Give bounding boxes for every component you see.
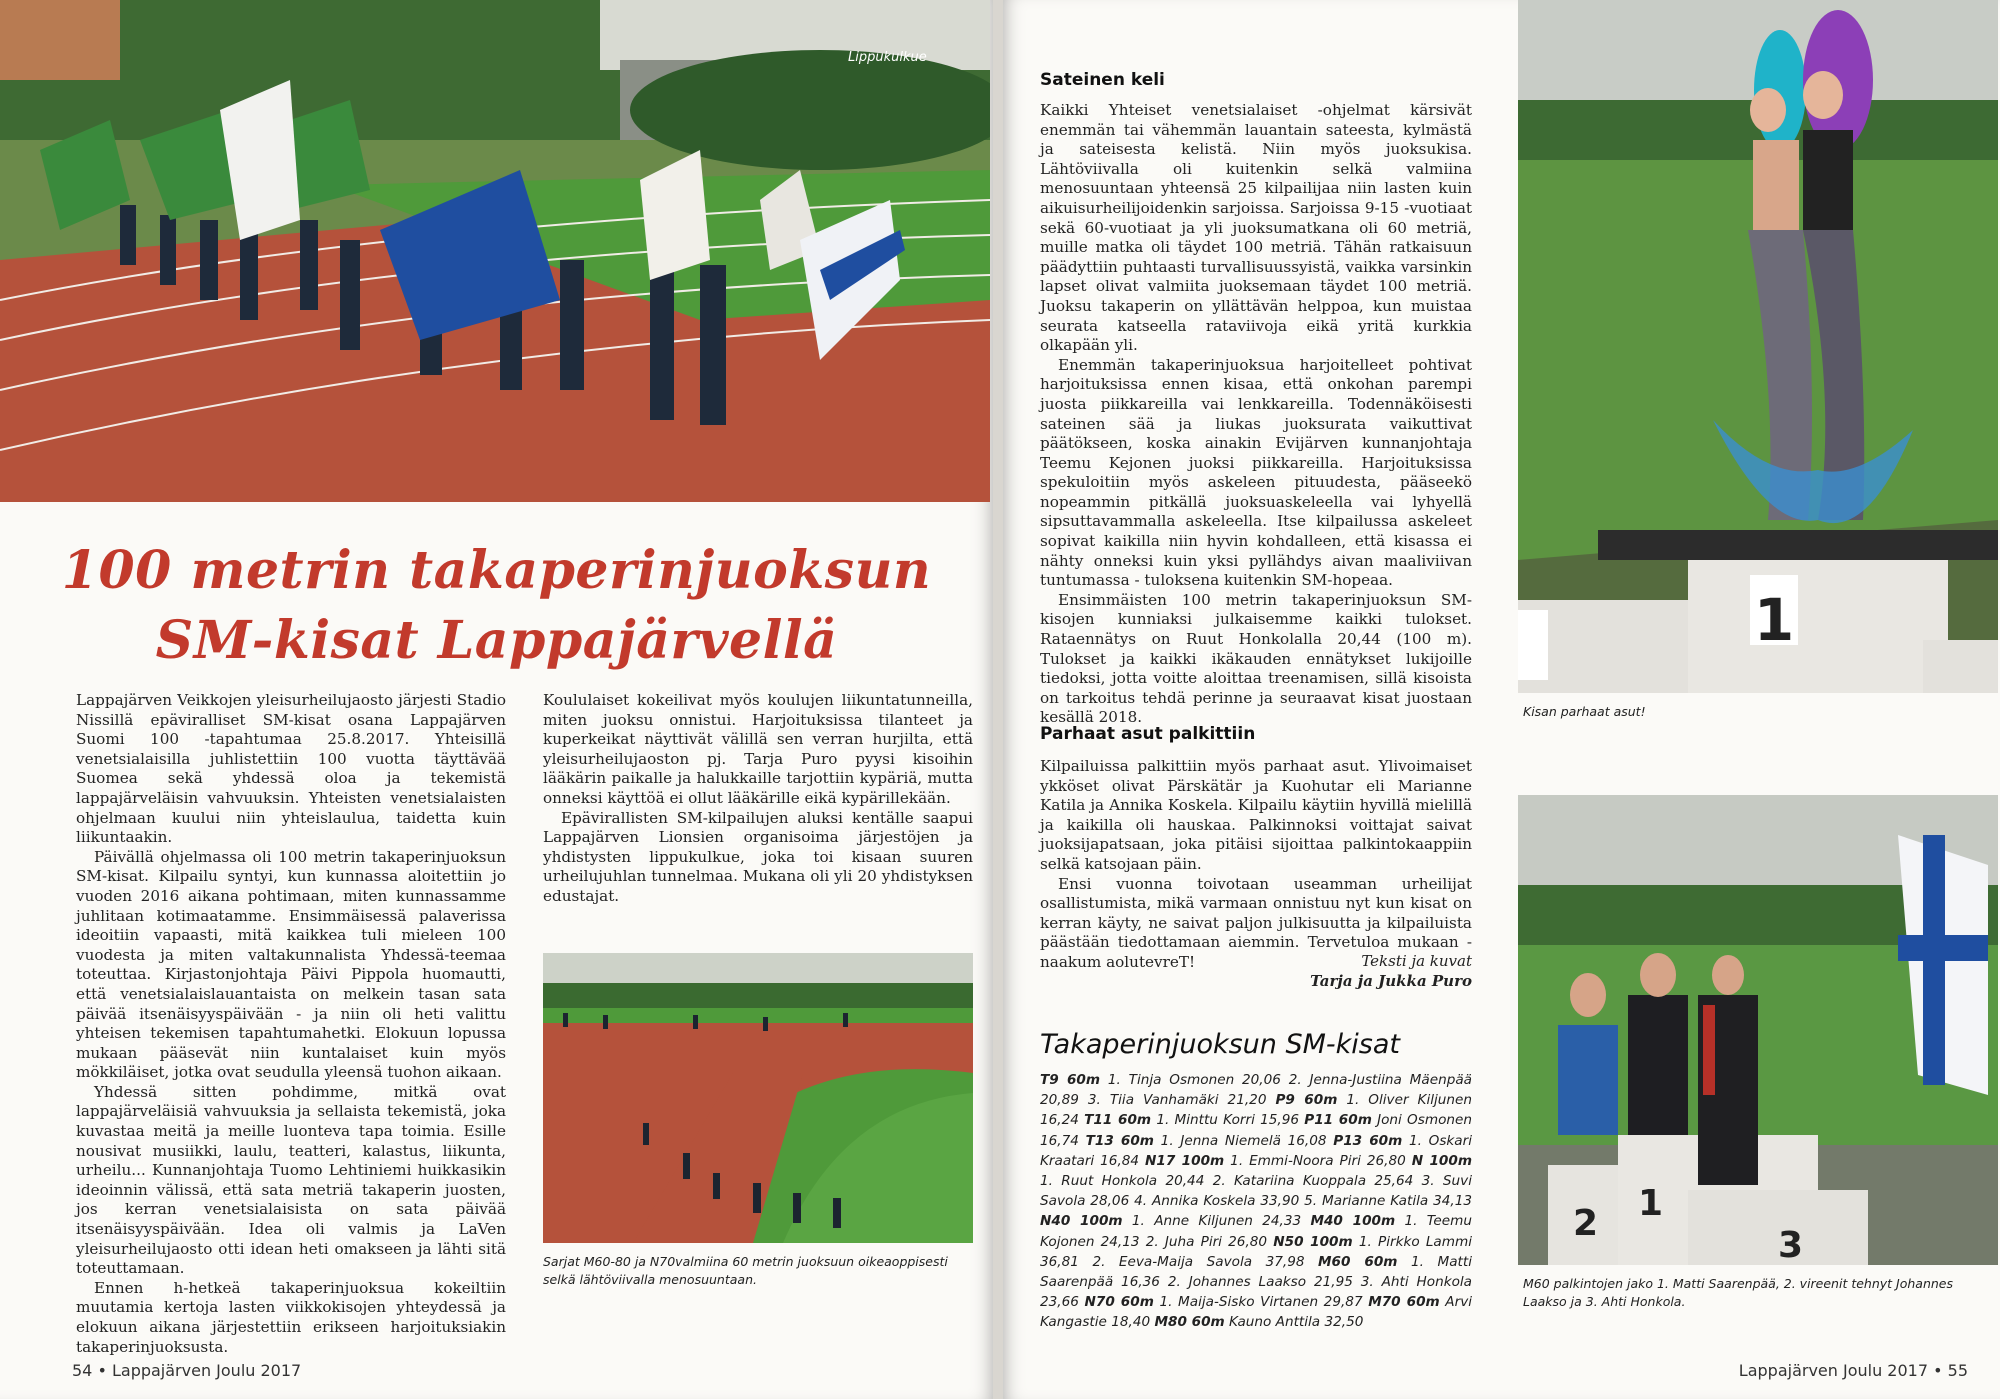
article-column-2: [543, 691, 973, 907]
byline-label: Teksti ja kuvat: [1361, 952, 1472, 970]
paragraph: Päivällä ohjelmassa oli 100 metrin takaperinjuoksun SM-kisat. Kilpailu syntyi, kun kunnassa aloitettiin jo vuoden 2016 aikana pohtimaan, miten kunnassamme juhlitaan kotimaatamme. Ensimmäisessä palaverissa ideoitiin vapaasti, mitä kaikkea tuli mieleen 100 vuodesta ja miten valtakunnalista Yhdessä-teemaa toteuttaa. Kirjastonjohtaja Päivi Pippola huomautti, että venetsialaislauantaista on melkein tasan sata päivää itsenäisyyspäivään - ja niin oli heti valittu yhteisen tekemisen tapahtumahetki. Elokuun lopussa mukaan pääsevät niin kuntalaiset kuin myös mökkiläiset, jotka ovat seudulla yleensä tuohon aikaan.: [76, 847, 506, 1082]
podium-number-1: 1: [1753, 586, 1795, 654]
podium-number-1b: 1: [1638, 1183, 1664, 1224]
paragraph: Ensi vuonna toivotaan useamman urheilijat osallistumista, mikä varmaan onnistuu nyt kun kisat on kerran käyty, ne saivat paljon julkisuutta ja kilpailuista päästään tiedottamaan aiemmin. Tervetuloa mukaan - naakum aolutevreT!: [1040, 874, 1472, 971]
paragraph: Koululaiset kokeilivat myös koulujen liikuntatunneilla, miten juoksu onnistui. Harjoituksissa tilanteet ja kuperkeikat näyttivät välillä sen verran hurjilta, että yleisurheilujaoston pj. Tarja Puro pyysi kisoihin lääkärin paikalle ja halukkaille tarjottiin kypäriä, mutta onneksi käyttöä ei ollut lääkärille eikä kypärillekään.: [543, 691, 973, 807]
paragraph: Kaikki Yhteiset venetsialaiset -ohjelmat kärsivät enemmän tai vähemmän lauantain sateesta, kylmästä ja sateisesta kelistä. Niin myös juoksukisa. Lähtöviivalla oli kuitenkin selkä valmiina menosuuntaan yhteensä 25 kilpailijaa niin lasten kuin aikuisurheilijoidenkin sarjoissa. Sarjoissa 9-15 -vuotiaat sekä 60-vuotiaat ja yli juoksumatkana oli 60 metriä, muille matka oli täydet 100 metriä. Tähän ratkaisuun päädyttiin puhtaasti turvallisuussyistä, vaikka varsinkin lapset olivat valmiita juoksemaan täydet 100 metriä. Juoksu takaperin on yllättävän helppoa, kun muistaa seurata katseella rataviivoja eikä yritä kurkkia olkapään yli.: [1040, 101, 1472, 355]
results-title: Takaperinjuoksun SM-kisat: [1040, 1029, 1401, 1060]
podium-number-2: 2: [1573, 1203, 1599, 1244]
paragraph: Yhdessä sitten pohdimme, mitkä ovat lappajärveläisiä vahvuuksia ja sellaista tekemistä, joka kuvastaa meitä ja meille luonteva tapa toimia. Esille nousivat musiikki, laulu, teatteri, kalastus, liikunta, urheilu... Kunnanjohtaja Tuomo Lehtiniemi huikkasikin ideoinnin välissä, että sata metriä takaperin juosten, jos kerran venetsialaisista on sata päivää itsenäisyyspäivään. Idea oli valmis ja LaVen yleisurheilujaosto otti idean heti omakseen ja lähti sitä toteuttamaan.: [76, 1082, 506, 1278]
track-race-photo: [543, 953, 973, 1243]
byline-names: Tarja ja Jukka Puro: [1310, 971, 1472, 990]
section-heading-costumes: Parhaat asut palkittiin: [1040, 724, 1256, 744]
page-number-left: 54 • Lappajärven Joulu 2017: [72, 1361, 302, 1380]
article-title-line1: 100 metrin takaperinjuoksun: [61, 540, 932, 601]
best-costumes-photo: [1518, 0, 1998, 693]
results-list: T9 60m 1. Tinja Osmonen 20,06 2. Jenna-Justiina Mäenpää 20,89 3. Tiia Vanhamäki 21,20 P9 60m 1. Oliver Kiljunen 16,24 T11 60m 1. Minttu Korri 15,96 P11 60m Joni Osmonen 16,74 T13 60m 1. Jenna Niemelä 16,08 P13 60m 1. Oskari Kraatari 16,84 N17 100m 1. Emmi-Noora Piri 26,80 N 100m 1. Ruut Honkola 20,44 2. Katariina Kuoppala 25,64 3. Suvi Savola 28,06 4. Annika Koskela 33,90 5. Marianne Katila 34,13 N40 100m 1. Anne Kiljunen 24,33 M40 100m 1. Teemu Kojonen 24,13 2. Juha Piri 26,80 N50 100m 1. Pirkko Lammi 36,81 2. Eeva-Maija Savola 37,98 M60 60m 1. Matti Saarenpää 16,36 2. Johannes Laakso 21,95 3. Ahti Honkola 23,66 N70 60m 1. Maija-Sisko Virtanen 29,87 M70 60m Arvi Kangastie 18,40 M80 60m Kauno Anttila 32,50: [1040, 1072, 1473, 1331]
m60-prize-photo: [1518, 795, 1998, 1265]
flag-parade-photo: [0, 0, 990, 502]
prize-photo-caption: M60 palkintojen jako 1. Matti Saarenpää, 2. vireenit tehnyt Johannes Laakso ja 3. Ahti Honkola.: [1523, 1276, 1953, 1309]
paragraph: Enemmän takaperinjuoksua harjoitelleet pohtivat harjoituksissa ennen kisaa, että onkohan parempi juosta piikkareilla vai lenkkareilla. Todennäköisesti sateinen sää ja liukas juoksurata vaikuttivat päätökseen, koska ainakin Evijärven kunnanjohtaja Teemu Kejonen juoksi piikkareilla. Harjoituksissa spekuloitiin myös askeleen pituudesta, pääseekö nopeammin pitkällä juoksuaskeleella vai lyhyellä sipsuttavammalla askeleella. Itse kilpailussa askeleet sopivat kaikilla niin hyvin kohdalleen, että kisassa ei nähty onneksi kuin yksi pyllähdys aivan maaliviivan tuntumassa - tuloksena kuitenkin SM-hopeaa.: [1040, 355, 1472, 590]
section-rain-text: [1040, 101, 1472, 728]
page-number-right: Lappajärven Joulu 2017 • 55: [1738, 1361, 1968, 1380]
right-page: [1003, 0, 2000, 1399]
paragraph: Epävirallisten SM-kilpailujen aluksi kentälle saapui Lappajärven Lionsien organisoima järjestöjen ja yhdistysten lippukulkue, joka toi kisaan suuren urheilujuhlan tunnelmaa. Mukana oli yli 20 yhdistyksen edustajat.: [543, 808, 973, 905]
photo-label-lippukulkue: Lippukulkue: [848, 50, 927, 65]
track-photo-caption: Sarjat M60-80 ja N70valmiina 60 metrin juoksuun oikeaoppisesti selkä lähtöviivalla menosuuntaan.: [543, 1254, 948, 1287]
podium-number-3: 3: [1778, 1225, 1804, 1265]
paragraph: Ennen h-hetkeä takaperinjuoksua kokeiltiin muutamia kertoja lasten viikkokisojen yhteydessä ja elokuun aikana järjestettiin erikseen harjoituksiakin takaperinjuoksusta.: [76, 1278, 506, 1356]
paragraph: Kilpailuissa palkittiin myös parhaat asut. Ylivoimaiset ykköset olivat Pärskätär ja Kuohutar eli Marianne Katila ja Annika Koskela. Kilpailu käytiin hyvillä mielillä ja kaikilla oli hauskaa. Palkinnoksi voittajat saivat juoksijapatsaan, joka pitäisi sijoittaa palkintokaappiin selkä katsojaan päin.: [1040, 757, 1472, 873]
left-page: [0, 0, 993, 1399]
article-byline: [1040, 952, 1472, 991]
costume-photo-caption: Kisan parhaat asut!: [1523, 704, 1646, 719]
section-costumes-text: [1040, 757, 1472, 973]
article-title-line2: SM-kisat Lappajärvellä: [155, 610, 838, 671]
paragraph: Lappajärven Veikkojen yleisurheilujaosto järjesti Stadio Nissillä epäviralliset SM-kisat osana Lappajärven Suomi 100 -tapahtumaa 25.8.2017. Yhteisillä venetsialaisilla juhlistettiin 100 vuotta täyttävää Suomea sekä yhdessä oloa ja tekemistä lappajärveläisin vahvuuksin. Yhteisten venetsialaisten ohjelmaan kuului niin yhteislaulua, taidetta kuin liikuntaakin.: [76, 691, 506, 847]
article-column-1: [76, 691, 506, 1357]
section-heading-rain: Sateinen keli: [1040, 70, 1165, 90]
paragraph: Ensimmäisten 100 metrin takaperinjuoksun SM-kisojen kunniaksi julkaisemme kaikki tulokset. Rataennätys on Ruut Honkolalla 20,44 (100 m). Tulokset ja kaikki ikäkauden ennätykset lukijoille tiedoksi, jotta voitte aloittaa treenamisen, sillä kisoista on tarkoitus tehdä perinne ja seuraavat kisat juostaan kesällä 2018.: [1040, 590, 1472, 727]
